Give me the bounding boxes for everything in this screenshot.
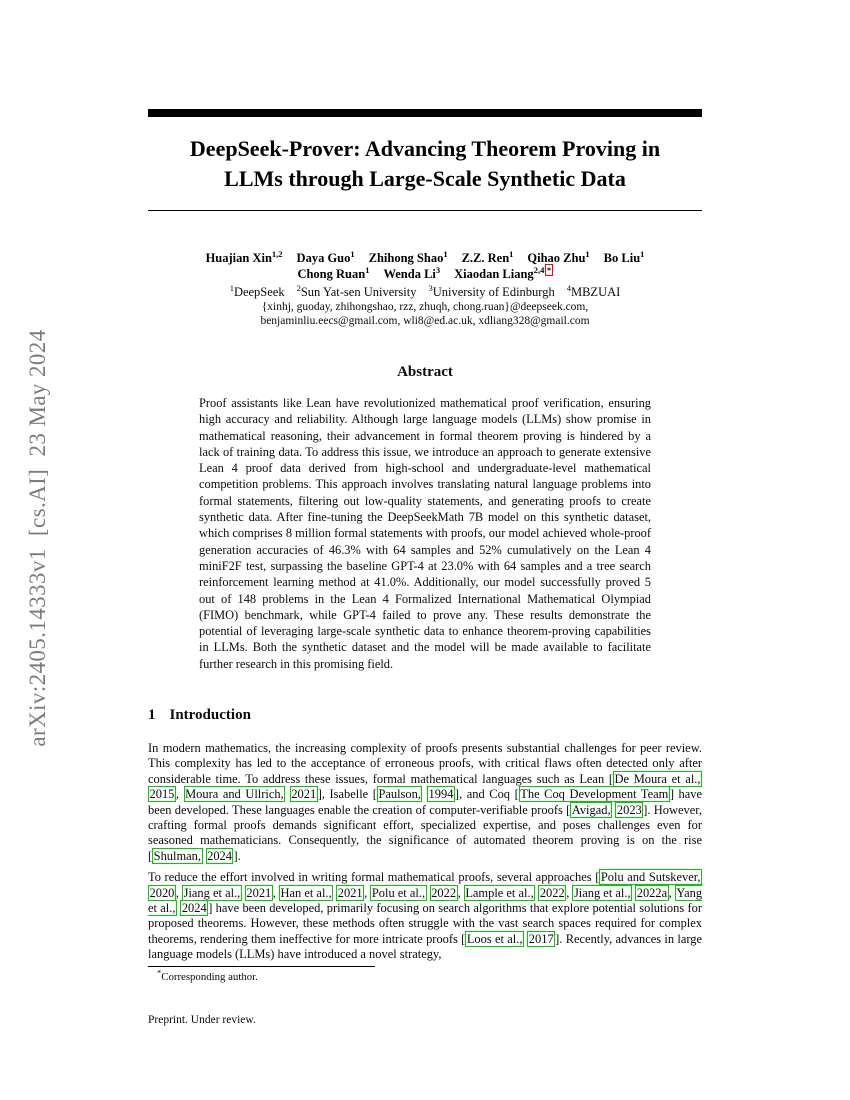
- citation-link[interactable]: 2020: [149, 885, 175, 900]
- citation-link[interactable]: 2021: [337, 885, 363, 900]
- affiliation-superscript: 4: [566, 282, 571, 293]
- citation-link[interactable]: Polu et al.,: [371, 885, 426, 900]
- author-name: Xiaodan Liang$^{2,4}$ *: [454, 264, 552, 281]
- author-affiliation-superscript: 1: [585, 248, 590, 259]
- author-affiliation-superscript: 1: [350, 248, 355, 259]
- text-segment: ], Isabelle [: [317, 787, 377, 802]
- intro-paragraph-2: [148, 870, 702, 962]
- authors-line-1: [148, 250, 702, 266]
- citation-link[interactable]: Yang et al.,: [148, 885, 703, 916]
- author-name: Wenda Li$^3$: [383, 264, 441, 281]
- author-name: Zhihong Shao$^1$: [368, 248, 448, 265]
- citation-link[interactable]: Shulman,: [153, 848, 201, 863]
- footnote-text: [148, 967, 702, 983]
- citation-link[interactable]: Lample et al.,: [465, 885, 534, 900]
- emails-line-1: {xinhj, guoday, zhihongshao, rzz, zhuqh, chong.ruan}@deepseek.com,: [261, 301, 589, 313]
- affiliation-superscript: 1: [229, 282, 234, 293]
- text-segment: In modern mathematics, the increasing complexity of proofs presents substantial challenges for peer review. This complexity has led to the acceptance of erroneous proofs, with critical flaws often detected only after considerable time. To address these issues, formal mathematical languages such as Lean [: [148, 741, 702, 786]
- footnote-marker: *: [157, 967, 162, 978]
- author-name: Qihao Zhu$^1$: [527, 248, 590, 265]
- citation-link[interactable]: 1994: [428, 787, 454, 802]
- abstract-body: Proof assistants like Lean have revolutionized mathematical proof verification, ensuring high accuracy and reliability. Although large language models (LLMs) show promise in mathematical reasoning, their advancement in formal theorem proving is hindered by a lack of training data. To address this issue, we introduce an approach to generate extensive Lean 4 proof data derived from high-school and undergraduate-level mathematical competition problems. This approach involves translating natural language problems into formal statements, filtering out low-quality statements, and generating proofs to create synthetic data. After fine-tuning the DeepSeekMath 7B model on this synthetic dataset, which comprises 8 million formal statements with proofs, our model achieved whole-proof generation accuracies of 46.3% with 64 samples and 52% cumulatively on the Lean 4 miniF2F test, surpassing the baseline GPT-4 at 23.0% with 64 samples and a tree search reinforcement learning method at 41.0%. Additionally, our model successfully proved 5 out of 148 problems in the Lean 4 Formalized International Mathematical Olympiad (FIMO) benchmark, while GPT-4 failed to prove any. These results demonstrate the potential of leveraging large-scale synthetic data to enhance theorem-proving capabilities in LLMs. Both the synthetic dataset and the model will be made available to facilitate further research in this promising field.: [199, 396, 651, 671]
- affiliation: $^2$Sun Yat-sen University: [296, 282, 417, 299]
- citation-link[interactable]: 2015: [149, 787, 175, 802]
- affiliation: $^4$MBZUAI: [566, 282, 621, 299]
- affiliation: $^3$University of Edinburgh: [428, 282, 555, 299]
- section-number: 1: [148, 707, 156, 723]
- arxiv-watermark: arXiv:2405.14333v1 [cs.AI] 23 May 2024: [25, 329, 50, 747]
- footnote-rule: [148, 966, 375, 967]
- title-top-rule: [148, 109, 702, 117]
- corresponding-author-link[interactable]: *: [546, 264, 552, 275]
- author-name: Bo Liu$^1$: [603, 248, 645, 265]
- text-segment: ]. However, crafting formal proofs demands significant effort, specialized expertise, and poses challenges even for seasoned mathematicians. Consequently, the significance of automated theorem proving is on the rise [: [148, 802, 702, 863]
- text-segment: ] have been developed, primarily focusing on search algorithms that explore potential solutions for proposed theorems. However, these methods often struggle with the vast search spaces required for complex theorems, rendering them ineffective for more intricate proofs [: [148, 901, 703, 946]
- citation-link[interactable]: 2023: [616, 802, 642, 817]
- author-name: Z.Z. Ren$^1$: [461, 248, 514, 265]
- affiliation-superscript: 2: [296, 282, 301, 293]
- abstract-heading: Abstract: [397, 364, 453, 380]
- emails-line-2: benjaminliu.eecs@gmail.com, wli8@ed.ac.uk, xdliang328@gmail.com: [260, 315, 590, 327]
- citation-link[interactable]: Jiang et al.,: [183, 885, 241, 900]
- author-name: Huajian Xin$^{1,2}$: [205, 248, 283, 265]
- intro-paragraph-1: [148, 741, 702, 864]
- preprint-notice: Preprint. Under review.: [148, 1014, 256, 1026]
- affiliation: $^1$DeepSeek: [229, 282, 285, 299]
- author-affiliation-superscript: 2,4: [533, 264, 545, 275]
- text-segment: ]. Recently, advances in large language models (LLMs) have introduced a novel strategy,: [148, 931, 703, 962]
- text-segment: ,: [566, 885, 573, 900]
- citation-link[interactable]: De Moura et al.,: [614, 771, 701, 786]
- citation-link[interactable]: Han et al.,: [280, 885, 332, 900]
- citation-link[interactable]: The Coq Development Team: [520, 787, 669, 802]
- affiliations-line: [148, 282, 702, 300]
- text-segment: ,: [272, 885, 279, 900]
- author-affiliation-superscript: 1,2: [271, 248, 283, 259]
- text-segment: ], and Coq [: [454, 787, 519, 802]
- affiliation-superscript: 3: [428, 282, 433, 293]
- citation-link[interactable]: Paulson,: [378, 787, 421, 802]
- citation-link[interactable]: 2024: [207, 848, 232, 863]
- introduction-text: [148, 741, 702, 963]
- citation-link[interactable]: 2021: [246, 885, 272, 900]
- author-affiliation-superscript: 1: [640, 248, 645, 259]
- footnote-block: [148, 966, 702, 983]
- section-heading-introduction: [148, 707, 251, 724]
- citation-link[interactable]: 2022a: [636, 885, 668, 900]
- author-name: Daya Guo$^1$: [296, 248, 355, 265]
- citation-link[interactable]: 2022: [539, 885, 565, 900]
- citation-link[interactable]: 2024: [181, 901, 207, 916]
- section-title: Introduction: [169, 707, 251, 723]
- text-segment: ].: [233, 848, 241, 863]
- citation-link[interactable]: Moura and Ullrich,: [185, 787, 284, 802]
- text-segment: ,: [668, 885, 675, 900]
- citation-link[interactable]: Avigad,: [571, 802, 611, 817]
- text-segment: ,: [364, 885, 371, 900]
- citation-link[interactable]: Jiang et al.,: [573, 885, 631, 900]
- citation-link[interactable]: 2022: [431, 885, 457, 900]
- citation-link[interactable]: Polu and Sutskever,: [600, 870, 701, 885]
- author-affiliation-superscript: 1: [509, 248, 514, 259]
- paper-title-line2: LLMs through Large-Scale Synthetic Data: [224, 166, 626, 191]
- citation-link[interactable]: Loos et al.,: [466, 931, 523, 946]
- text-segment: ,: [175, 885, 183, 900]
- paper-title-line1: DeepSeek-Prover: Advancing Theorem Proving in: [189, 136, 661, 161]
- text-segment: ] have been developed. These languages enable the creation of computer-verifiable proofs [: [148, 787, 703, 817]
- authors-line-2: [148, 266, 702, 282]
- title-bottom-rule: [148, 210, 702, 211]
- paper-title: [148, 134, 702, 194]
- author-affiliation-superscript: 1: [365, 264, 370, 275]
- text-segment: ,: [457, 885, 464, 900]
- paper-content-column: [148, 0, 702, 1100]
- footnote-label: Corresponding author.: [161, 971, 258, 983]
- author-name: Chong Ruan$^1$: [297, 264, 370, 281]
- citation-link[interactable]: 2017: [528, 931, 554, 946]
- text-segment: ,: [175, 787, 184, 802]
- author-affiliation-superscript: 1: [443, 248, 448, 259]
- author-affiliation-superscript: 3: [435, 264, 441, 275]
- citation-link[interactable]: 2021: [291, 787, 317, 802]
- text-segment: To reduce the effort involved in writing formal mathematical proofs, several approaches [: [148, 870, 600, 885]
